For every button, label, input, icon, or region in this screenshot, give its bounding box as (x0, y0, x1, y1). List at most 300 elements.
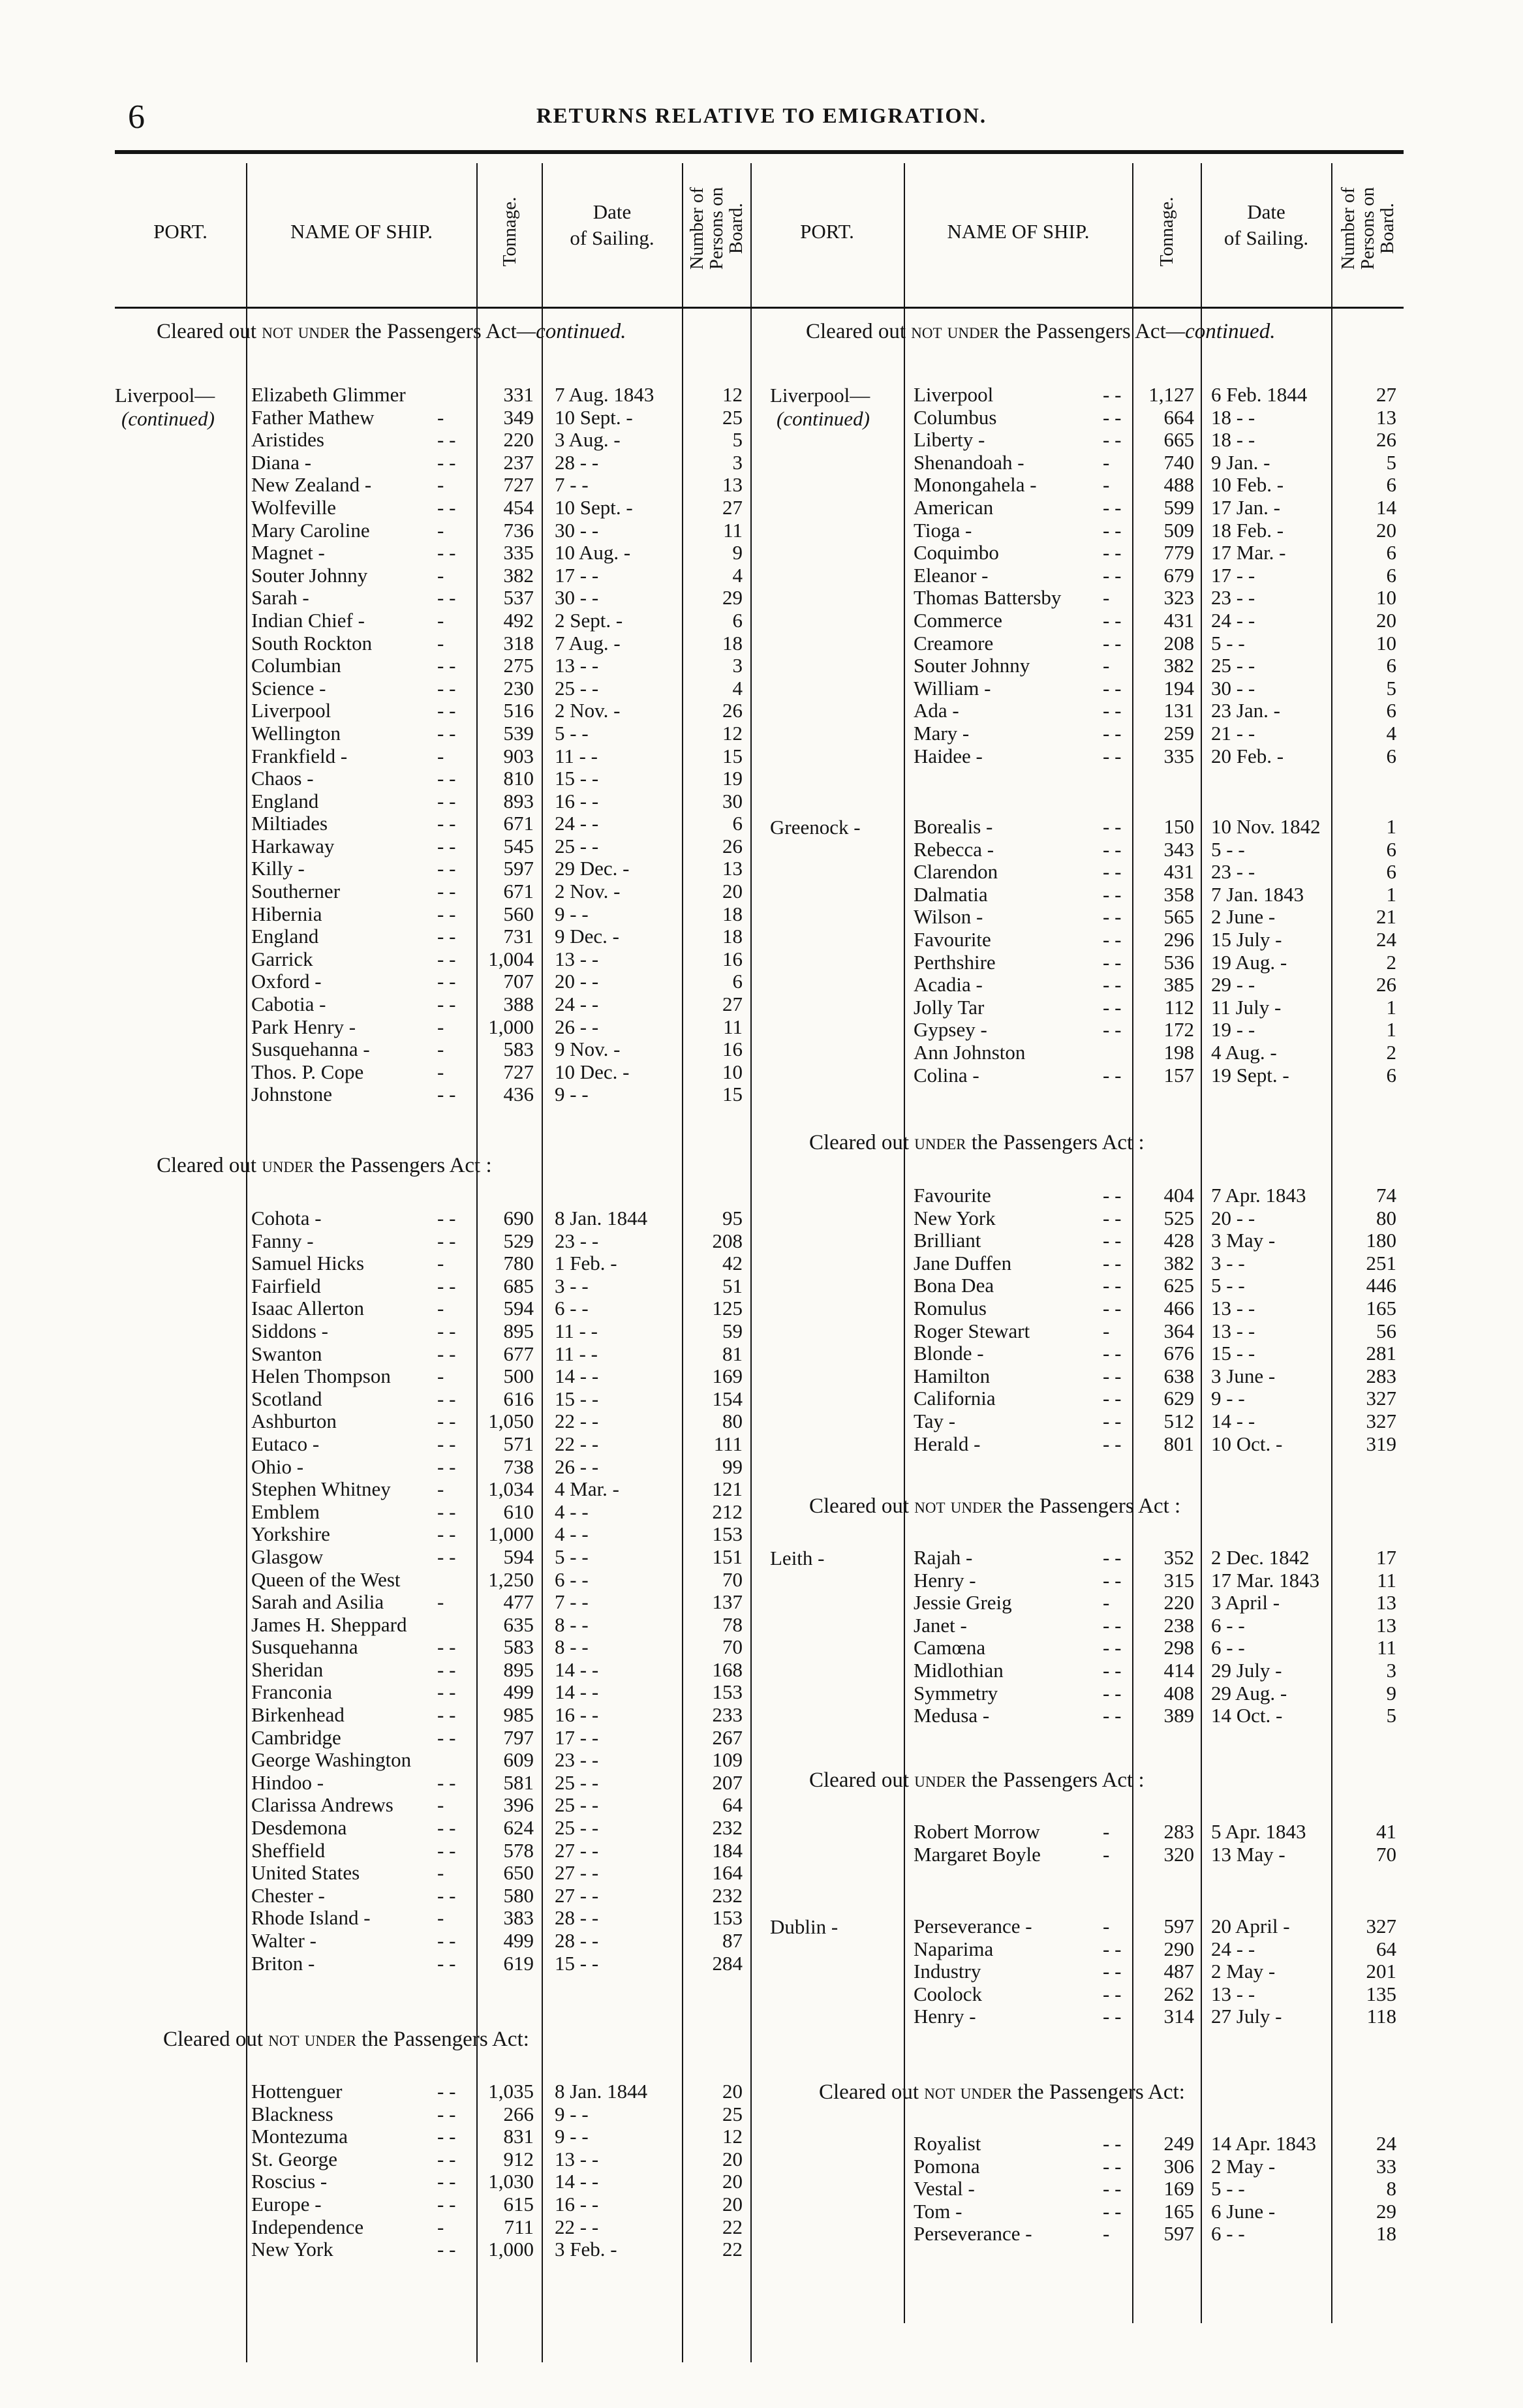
leader-dashes: - - (1103, 1658, 1122, 1682)
sailing-date: 15 - - (555, 1387, 599, 1410)
sailing-date: 29 - - (1211, 973, 1255, 996)
persons-on-board: 6 (1386, 654, 1396, 677)
persons-on-board: 18 (722, 631, 743, 655)
persons-on-board: 11 (723, 518, 743, 542)
leader-dashes: - - (1103, 495, 1122, 519)
leader-dashes: - - (437, 1432, 456, 1455)
sailing-date: 14 - - (555, 1658, 599, 1681)
table-row (0, 996, 1523, 1019)
tonnage-value: 396 (503, 1793, 534, 1817)
leader-dashes: - (437, 563, 444, 587)
leader-dashes: - - (437, 767, 456, 790)
persons-on-board: 5 (1386, 676, 1396, 700)
leader-dashes: - - (1103, 631, 1122, 655)
ship-name: Camœna (914, 1636, 986, 1659)
leader-dashes: - (1103, 1591, 1110, 1614)
tonnage-value: 335 (1163, 744, 1194, 767)
persons-on-board: 20 (1376, 608, 1396, 632)
ship-name: Favourite (914, 927, 991, 951)
table-row (0, 1297, 1523, 1320)
persons-on-board: 12 (722, 2125, 743, 2148)
sailing-date: 2 May - (1211, 2154, 1276, 2178)
ship-name: Shenandoah - (914, 450, 1024, 474)
table-row (0, 929, 1523, 951)
leader-dashes: - (1103, 586, 1110, 610)
persons-on-board: 12 (722, 721, 743, 745)
persons-on-board: 327 (1366, 1915, 1396, 1937)
tonnage-value: 594 (503, 1545, 534, 1568)
sailing-date: 23 - - (1211, 586, 1255, 610)
sailing-date: 9 - - (555, 1083, 589, 1106)
sailing-date: 11 - - (555, 744, 598, 767)
persons-on-board: 6 (1386, 473, 1396, 497)
tonnage-value: 831 (503, 2125, 534, 2148)
persons-on-board: 184 (712, 1838, 743, 1862)
header-bottom-rule (115, 307, 1404, 309)
sailing-date: 5 - - (555, 1545, 589, 1568)
leader-dashes: - - (1103, 541, 1122, 564)
table-row (0, 429, 1523, 452)
table-row (0, 745, 1523, 768)
tonnage-value: 315 (1163, 1568, 1194, 1592)
ship-name: Tioga - (914, 518, 972, 542)
table-row (0, 497, 1523, 519)
tonnage-value: 597 (1163, 2222, 1194, 2246)
ship-name: Indian Chief - (251, 608, 365, 632)
tonnage-value: 594 (503, 1297, 534, 1320)
ship-name: Glasgow (251, 1545, 324, 1568)
ship-name: Thomas Battersby (914, 586, 1062, 610)
ship-name: Commerce (914, 608, 1003, 632)
header-name-of-ship: NAME OF SHIP. (947, 220, 1090, 243)
ship-name: Independence (251, 2215, 364, 2238)
tonnage-value: 671 (503, 880, 534, 903)
ship-name: Briton - (251, 1951, 315, 1975)
leader-dashes: - - (437, 1410, 456, 1433)
leader-dashes: - - (437, 834, 456, 857)
persons-on-board: 6 (732, 812, 743, 835)
ship-name: Mary Caroline (251, 518, 370, 542)
ship-name: Yorkshire (251, 1522, 330, 1546)
sailing-date: 16 - - (555, 2192, 599, 2215)
header-date-of-sailing: Date of Sailing. (1223, 200, 1309, 249)
leader-dashes: - - (1103, 1387, 1122, 1410)
ship-name: Tom - (914, 2199, 962, 2223)
sailing-date: 30 - - (1211, 676, 1255, 700)
sailing-date: 9 Nov. - (555, 1038, 621, 1061)
ship-name: Herald - (914, 1432, 981, 1455)
tonnage-value: 335 (503, 541, 534, 564)
leader-dashes: - - (437, 2080, 456, 2103)
ship-name: Industry (914, 1960, 981, 1983)
sailing-date: 6 - - (1211, 2222, 1245, 2246)
sailing-date: 7 Aug. 1843 (555, 383, 654, 406)
persons-on-board: 56 (1376, 1319, 1396, 1342)
persons-on-board: 11 (723, 1015, 743, 1038)
persons-on-board: 154 (712, 1387, 743, 1410)
ship-name: Europe - (251, 2192, 322, 2215)
tonnage-value: 797 (503, 1725, 534, 1749)
ship-name: Liverpool (914, 383, 994, 406)
persons-on-board: 24 (1376, 927, 1396, 951)
tonnage-value: 1,004 (488, 947, 534, 970)
table-row (0, 861, 1523, 884)
persons-on-board: 135 (1366, 1982, 1396, 2005)
ship-name: Oxford - (251, 970, 322, 993)
ship-name: Midlothian (914, 1658, 1004, 1682)
section-heading: Cleared out under the Passengers Act : (157, 1154, 492, 1177)
leader-dashes: - (437, 518, 444, 542)
sailing-date: 25 - - (555, 834, 599, 857)
ship-name: Wolfeville (251, 495, 337, 519)
table-row (0, 1637, 1523, 1659)
persons-on-board: 10 (1376, 631, 1396, 655)
tonnage-value: 131 (1163, 699, 1194, 722)
tonnage-value: 499 (503, 1680, 534, 1704)
tonnage-value: 275 (503, 654, 534, 677)
ship-name: Mary - (914, 721, 970, 745)
persons-on-board: 6 (1386, 699, 1396, 722)
persons-on-board: 13 (1376, 1591, 1396, 1614)
tonnage-value: 488 (1163, 473, 1194, 497)
ship-name: Souter Johnny (914, 654, 1030, 677)
persons-on-board: 81 (722, 1342, 743, 1365)
sailing-date: 5 - - (1211, 2177, 1245, 2200)
leader-dashes: - (1103, 450, 1110, 474)
persons-on-board: 13 (722, 473, 743, 497)
tonnage-value: 1,034 (488, 1477, 534, 1501)
ship-name: Wellington (251, 721, 341, 745)
ship-name: Walter - (251, 1929, 316, 1952)
sailing-date: 25 - - (555, 1793, 599, 1817)
persons-on-board: 20 (722, 2192, 743, 2215)
ship-name: Blackness (251, 2102, 333, 2125)
ship-name: Johnstone (251, 1083, 332, 1106)
sailing-date: 10 Nov. 1842 (1211, 815, 1321, 838)
tonnage-value: 580 (503, 1883, 534, 1907)
persons-on-board: 207 (712, 1770, 743, 1794)
leader-dashes: - - (1103, 744, 1122, 767)
sailing-date: 27 - - (555, 1861, 599, 1885)
persons-on-board: 25 (722, 2102, 743, 2125)
ship-rows (0, 1821, 1523, 1866)
persons-on-board: 11 (1377, 1568, 1396, 1592)
table-row (0, 2005, 1523, 2028)
page-number: 6 (128, 99, 145, 136)
persons-on-board: 327 (1366, 1409, 1396, 1432)
tonnage-value: 389 (1163, 1704, 1194, 1727)
sailing-date: 3 June - (1211, 1364, 1276, 1387)
persons-on-board: 19 (722, 767, 743, 790)
table-row (0, 610, 1523, 632)
ship-name: Janet - (914, 1613, 967, 1637)
sailing-date: 9 Dec. - (555, 925, 619, 948)
tonnage-value: 169 (1163, 2177, 1194, 2200)
tonnage-value: 512 (1163, 1409, 1194, 1432)
leader-dashes: - - (1103, 428, 1122, 452)
persons-on-board: 70 (722, 1567, 743, 1591)
ship-name: Creamore (914, 631, 994, 655)
sailing-date: 4 Aug. - (1211, 1040, 1277, 1064)
persons-on-board: 99 (722, 1455, 743, 1478)
sailing-date: 20 - - (555, 970, 599, 993)
ship-name: England (251, 925, 319, 948)
leader-dashes: - - (1103, 927, 1122, 951)
sailing-date: 13 - - (555, 2147, 599, 2170)
tonnage-value: 650 (503, 1861, 534, 1885)
persons-on-board: 78 (722, 1613, 743, 1636)
leader-dashes: - - (437, 654, 456, 677)
ship-name: Ann Johnston (914, 1040, 1026, 1064)
tonnage-value: 194 (1163, 676, 1194, 700)
persons-on-board: 5 (1386, 450, 1396, 474)
persons-on-board: 25 (722, 405, 743, 429)
sailing-date: 3 May - (1211, 1229, 1276, 1252)
persons-on-board: 24 (1376, 2132, 1396, 2155)
ship-name: Ashburton (251, 1410, 337, 1433)
sailing-date: 23 Jan. - (1211, 699, 1280, 722)
table-row (0, 1274, 1523, 1297)
port-name: Liverpool— (continued) (115, 384, 215, 430)
persons-on-board: 80 (1376, 1206, 1396, 1229)
tonnage-value: 560 (503, 902, 534, 925)
ship-name: Tay - (914, 1409, 956, 1432)
leader-dashes: - - (1103, 860, 1122, 884)
ship-rows (0, 384, 1523, 767)
leader-dashes: - - (1103, 1432, 1122, 1455)
persons-on-board: 26 (1376, 973, 1396, 996)
table-row (0, 1433, 1523, 1456)
ship-name: Susquehanna - (251, 1038, 370, 1061)
sailing-date: 9 - - (555, 2125, 589, 2148)
leader-dashes: - - (437, 1207, 456, 1229)
ship-name: Killy - (251, 857, 305, 880)
tonnage-value: 677 (503, 1342, 534, 1365)
persons-on-board: 27 (722, 993, 743, 1016)
sailing-date: 22 - - (555, 2215, 599, 2238)
ship-rows (0, 2133, 1523, 2246)
leader-dashes: - - (437, 1929, 456, 1952)
persons-on-board: 281 (1366, 1342, 1396, 1365)
section-heading: Cleared out not under the Passengers Act : (809, 1494, 1181, 1518)
persons-on-board: 6 (732, 970, 743, 993)
sailing-date: 10 Aug. - (555, 541, 631, 564)
tonnage-value: 581 (503, 1770, 534, 1794)
sailing-date: 3 - - (1211, 1251, 1245, 1274)
leader-dashes: - (437, 405, 444, 429)
persons-on-board: 232 (712, 1883, 743, 1907)
sailing-date: 14 - - (555, 1680, 599, 1704)
persons-on-board: 29 (1376, 2199, 1396, 2223)
persons-on-board: 232 (712, 1816, 743, 1840)
leader-dashes: - - (437, 2238, 456, 2261)
persons-on-board: 18 (722, 925, 743, 948)
ship-name: Bona Dea (914, 1274, 994, 1297)
tonnage-value: 707 (503, 970, 534, 993)
sailing-date: 13 - - (555, 947, 599, 970)
tonnage-value: 431 (1163, 860, 1194, 884)
leader-dashes: - - (437, 1545, 456, 1568)
persons-on-board: 20 (722, 880, 743, 903)
sailing-date: 17 Mar. 1843 (1211, 1568, 1320, 1592)
persons-on-board: 87 (722, 1929, 743, 1952)
ship-name: Colina - (914, 1063, 979, 1087)
sailing-date: 18 - - (1211, 428, 1255, 452)
sailing-date: 19 Aug. - (1211, 950, 1287, 974)
table-row (0, 2223, 1523, 2246)
table-row (0, 2155, 1523, 2178)
sailing-date: 6 June - (1211, 2199, 1276, 2223)
leader-dashes: - - (1103, 699, 1122, 722)
table-row (0, 1659, 1523, 1682)
leader-dashes: - - (1103, 405, 1122, 429)
ship-name: Columbus (914, 405, 997, 429)
ship-name: Ohio - (251, 1455, 304, 1478)
persons-on-board: 9 (1386, 1681, 1396, 1705)
ship-name: Emblem (251, 1500, 320, 1523)
tonnage-value: 736 (503, 518, 534, 542)
tonnage-value: 578 (503, 1838, 534, 1862)
sailing-date: 5 - - (1211, 837, 1245, 861)
persons-on-board: 26 (722, 834, 743, 857)
ship-name: William - (914, 676, 991, 700)
ship-name: Henry - (914, 1568, 976, 1592)
sailing-date: 5 - - (555, 721, 589, 745)
ship-name: Liberty - (914, 428, 985, 452)
table-row (0, 906, 1523, 929)
tonnage-value: 487 (1163, 1960, 1194, 1983)
sailing-date: 6 - - (1211, 1613, 1245, 1637)
table-row (0, 407, 1523, 429)
ship-name: Perseverance - (914, 2222, 1032, 2246)
leader-dashes: - (437, 2215, 444, 2238)
leader-dashes: - - (1103, 1636, 1122, 1659)
sailing-date: 9 Jan. - (1211, 450, 1270, 474)
persons-on-board: 22 (722, 2215, 743, 2238)
section-heading: Cleared out under the Passengers Act : (809, 1131, 1145, 1154)
ship-name: Monongahela - (914, 473, 1037, 497)
table-row (0, 474, 1523, 497)
tonnage-value: 1,030 (488, 2170, 534, 2193)
table-row (0, 1320, 1523, 1343)
sailing-date: 17 - - (1211, 563, 1255, 587)
port-name: Dublin - (770, 1915, 838, 1938)
tonnage-value: 679 (1163, 563, 1194, 587)
tonnage-value: 801 (1163, 1432, 1194, 1455)
persons-on-board: 17 (1376, 1546, 1396, 1569)
sailing-date: 2 Nov. - (555, 699, 621, 722)
sailing-date: 6 - - (1211, 1636, 1245, 1659)
leader-dashes: - - (1103, 1274, 1122, 1297)
ship-name: St. George (251, 2147, 338, 2170)
sailing-date: 1 Feb. - (555, 1252, 617, 1275)
ship-name: Isaac Allerton (251, 1297, 365, 1320)
ship-name: Desdemona (251, 1816, 347, 1840)
tonnage-value: 731 (503, 925, 534, 948)
ship-name: Harkaway (251, 834, 335, 857)
persons-on-board: 283 (1366, 1364, 1396, 1387)
tonnage-value: 525 (1163, 1206, 1194, 1229)
persons-on-board: 180 (1366, 1229, 1396, 1252)
leader-dashes: - - (437, 428, 456, 452)
sailing-date: 28 - - (555, 1929, 599, 1952)
table-row (0, 1064, 1523, 1087)
sailing-date: 23 - - (555, 1229, 599, 1252)
persons-on-board: 3 (1386, 1658, 1396, 1682)
ship-name: Liverpool (251, 699, 331, 722)
sailing-date: 5 Apr. 1843 (1211, 1820, 1306, 1843)
leader-dashes: - - (1103, 1364, 1122, 1387)
sailing-date: 29 Dec. - (555, 857, 630, 880)
sailing-date: 17 Mar. - (1211, 541, 1286, 564)
persons-on-board: 1 (1386, 815, 1396, 838)
table-row (0, 542, 1523, 564)
tonnage-value: 1,000 (488, 1522, 534, 1546)
tonnage-value: 738 (503, 1455, 534, 1478)
sailing-date: 27 - - (555, 1883, 599, 1907)
ship-name: Borealis - (914, 815, 993, 838)
persons-on-board: 51 (722, 1274, 743, 1297)
leader-dashes: - - (1103, 882, 1122, 906)
leader-dashes: - - (1103, 1018, 1122, 1042)
ship-name: Dalmatia (914, 882, 988, 906)
tonnage-value: 431 (1163, 608, 1194, 632)
ship-name: Coquimbo (914, 541, 999, 564)
persons-on-board: 70 (722, 1635, 743, 1659)
tonnage-value: 230 (503, 676, 534, 700)
persons-on-board: 26 (722, 699, 743, 722)
ship-name: New York (914, 1206, 996, 1229)
leader-dashes: - (437, 1060, 444, 1083)
table-row (0, 1592, 1523, 1614)
sailing-date: 27 - - (555, 1838, 599, 1862)
header-tonnage: Tonnage. (1156, 196, 1177, 267)
persons-on-board: 2 (1386, 1040, 1396, 1064)
tonnage-value: 537 (503, 586, 534, 610)
tonnage-value: 727 (503, 473, 534, 497)
persons-on-board: 1 (1386, 995, 1396, 1019)
leader-dashes: - - (437, 789, 456, 812)
leader-dashes: - - (1103, 2177, 1122, 2200)
ship-rows (0, 1547, 1523, 1727)
persons-on-board: 6 (1386, 744, 1396, 767)
ship-name: New Zealand - (251, 473, 372, 497)
persons-on-board: 5 (1386, 1704, 1396, 1727)
leader-dashes: - - (437, 1455, 456, 1478)
leader-dashes: - - (437, 450, 456, 474)
persons-on-board: 201 (1366, 1960, 1396, 1983)
persons-on-board: 18 (722, 902, 743, 925)
tonnage-value: 615 (503, 2192, 534, 2215)
ship-name: Southerner (251, 880, 341, 903)
leader-dashes: - - (1103, 2154, 1122, 2178)
sailing-date: 14 Apr. 1843 (1211, 2132, 1317, 2155)
tonnage-value: 364 (1163, 1319, 1194, 1342)
tonnage-value: 198 (1163, 1040, 1194, 1064)
sailing-date: 11 - - (555, 1319, 598, 1342)
sailing-date: 30 - - (555, 518, 599, 542)
persons-on-board: 319 (1366, 1432, 1396, 1455)
ship-name: Swanton (251, 1342, 322, 1365)
sailing-date: 16 - - (555, 789, 599, 812)
tonnage-value: 685 (503, 1274, 534, 1297)
tonnage-value: 671 (503, 812, 534, 835)
header-name-of-ship: NAME OF SHIP. (290, 220, 433, 243)
persons-on-board: 208 (712, 1229, 743, 1252)
ship-name: Brilliant (914, 1229, 981, 1252)
leader-dashes: - - (437, 1635, 456, 1659)
persons-on-board: 6 (1386, 541, 1396, 564)
